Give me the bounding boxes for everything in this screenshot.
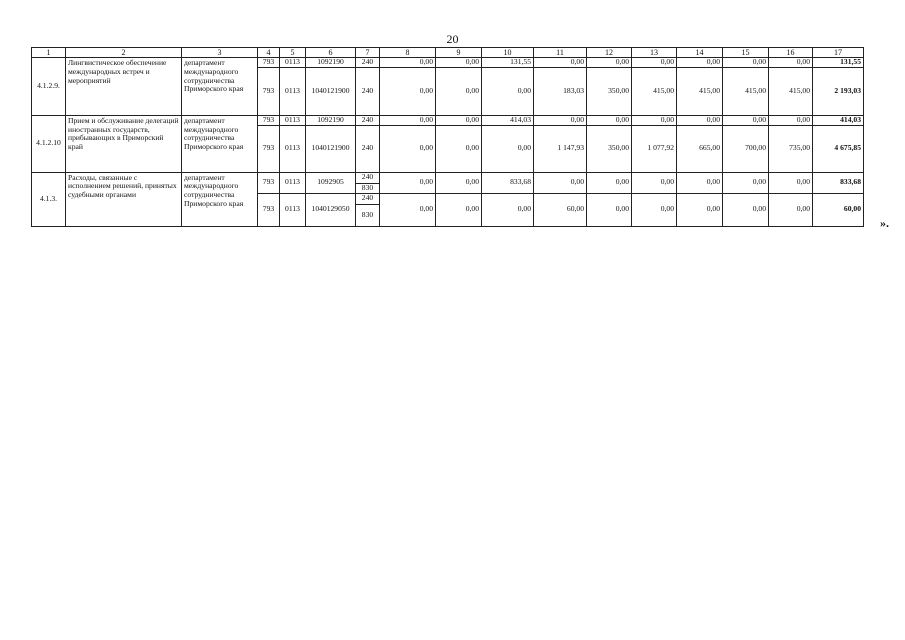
header-cell: 12 xyxy=(587,48,632,58)
cell-c17-total: 414,03 xyxy=(813,115,864,125)
cell-c13: 0,00 xyxy=(632,172,677,193)
cell-c10: 131,55 xyxy=(482,58,534,68)
header-cell: 13 xyxy=(632,48,677,58)
cell-c14: 0,00 xyxy=(677,58,723,68)
cell-c10: 0,00 xyxy=(482,67,534,115)
page-number: 20 xyxy=(446,32,459,46)
cell-c12: 350,00 xyxy=(587,125,632,172)
cell-c4: 793 xyxy=(258,58,280,68)
cell-c11: 0,00 xyxy=(534,172,587,193)
cell-c11: 0,00 xyxy=(534,58,587,68)
cell-c6: 1040121900 xyxy=(306,67,356,115)
cell-c11: 60,00 xyxy=(534,193,587,226)
cell-c7-240: 240 xyxy=(356,172,380,183)
cell-c16: 0,00 xyxy=(769,172,813,193)
cell-c13: 415,00 xyxy=(632,67,677,115)
cell-c16: 0,00 xyxy=(769,193,813,226)
cell-c8: 0,00 xyxy=(380,58,436,68)
cell-c11: 183,03 xyxy=(534,67,587,115)
cell-c10: 0,00 xyxy=(482,125,534,172)
cell-c8: 0,00 xyxy=(380,67,436,115)
cell-c5: 0113 xyxy=(280,58,306,68)
cell-c16: 0,00 xyxy=(769,58,813,68)
cell-c6: 1040121900 xyxy=(306,125,356,172)
cell-c5: 0113 xyxy=(280,115,306,125)
cell-c15: 0,00 xyxy=(723,193,769,226)
cell-c11: 0,00 xyxy=(534,115,587,125)
budget-table xyxy=(31,47,864,227)
cell-c11: 1 147,93 xyxy=(534,125,587,172)
header-cell: 9 xyxy=(436,48,482,58)
cell-c7: 240 xyxy=(356,58,380,68)
cell-c12: 0,00 xyxy=(587,58,632,68)
cell-c13: 0,00 xyxy=(632,193,677,226)
cell-c15: 0,00 xyxy=(723,115,769,125)
cell-c10: 414,03 xyxy=(482,115,534,125)
header-cell: 11 xyxy=(534,48,587,58)
cell-c15: 415,00 xyxy=(723,67,769,115)
cell-c14: 0,00 xyxy=(677,172,723,193)
row-name: Прием и обслуживание делегаций иностранных государств, прибывающих в Приморский край xyxy=(66,115,182,172)
cell-c14: 665,00 xyxy=(677,125,723,172)
header-cell: 16 xyxy=(769,48,813,58)
cell-c7: 240 xyxy=(356,125,380,172)
cell-c7-830: 830 xyxy=(356,204,380,226)
cell-c15: 0,00 xyxy=(723,172,769,193)
cell-c16: 735,00 xyxy=(769,125,813,172)
table-row xyxy=(32,115,864,125)
cell-c17-total: 2 193,03 xyxy=(813,67,864,115)
header-row xyxy=(32,48,864,58)
cell-c14: 0,00 xyxy=(677,193,723,226)
header-cell: 6 xyxy=(306,48,356,58)
cell-c6: 1092190 xyxy=(306,58,356,68)
cell-c17-total: 60,00 xyxy=(813,193,864,226)
cell-c10: 0,00 xyxy=(482,193,534,226)
cell-c9: 0,00 xyxy=(436,125,482,172)
cell-c4: 793 xyxy=(258,172,280,193)
cell-c17-total: 131,55 xyxy=(813,58,864,68)
cell-c5: 0113 xyxy=(280,193,306,226)
table-row xyxy=(32,58,864,68)
cell-c14: 0,00 xyxy=(677,115,723,125)
header-cell: 3 xyxy=(182,48,258,58)
cell-c12: 350,00 xyxy=(587,67,632,115)
cell-c9: 0,00 xyxy=(436,58,482,68)
cell-c13: 1 077,92 xyxy=(632,125,677,172)
cell-c12: 0,00 xyxy=(587,115,632,125)
cell-c4: 793 xyxy=(258,125,280,172)
cell-c17-total: 833,68 xyxy=(813,172,864,193)
header-cell: 5 xyxy=(280,48,306,58)
cell-c7: 240 xyxy=(356,115,380,125)
header-cell: 2 xyxy=(66,48,182,58)
row-code: 4.1.2.10 xyxy=(32,115,66,172)
cell-c4: 793 xyxy=(258,67,280,115)
cell-c17-total: 4 675,85 xyxy=(813,125,864,172)
cell-c8: 0,00 xyxy=(380,193,436,226)
row-executor: департамент международного сотрудничества Приморского края xyxy=(182,172,258,226)
cell-c9: 0,00 xyxy=(436,193,482,226)
cell-c4: 793 xyxy=(258,193,280,226)
cell-c5: 0113 xyxy=(280,67,306,115)
cell-c15: 700,00 xyxy=(723,125,769,172)
cell-c9: 0,00 xyxy=(436,67,482,115)
row-code: 4.1.3. xyxy=(32,172,66,226)
cell-c4: 793 xyxy=(258,115,280,125)
cell-c7-240: 240 xyxy=(356,193,380,204)
cell-c8: 0,00 xyxy=(380,172,436,193)
cell-c5: 0113 xyxy=(280,172,306,193)
cell-c8: 0,00 xyxy=(380,125,436,172)
cell-c7: 240 xyxy=(356,67,380,115)
cell-c6: 1092905 xyxy=(306,172,356,193)
cell-c10: 833,68 xyxy=(482,172,534,193)
cell-c8: 0,00 xyxy=(380,115,436,125)
cell-c9: 0,00 xyxy=(436,172,482,193)
header-cell: 1 xyxy=(32,48,66,58)
cell-c15: 0,00 xyxy=(723,58,769,68)
cell-c13: 0,00 xyxy=(632,58,677,68)
row-executor: департамент международного сотрудничества Приморского края xyxy=(182,58,258,116)
row-name: Лингвистическое обеспечение международных встреч и мероприятий xyxy=(66,58,182,116)
cell-c14: 415,00 xyxy=(677,67,723,115)
cell-c12: 0,00 xyxy=(587,193,632,226)
cell-c7-830: 830 xyxy=(356,183,380,193)
table-row xyxy=(32,172,864,183)
cell-c16: 415,00 xyxy=(769,67,813,115)
row-code: 4.1.2.9. xyxy=(32,58,66,116)
cell-c5: 0113 xyxy=(280,125,306,172)
header-cell: 4 xyxy=(258,48,280,58)
row-name: Расходы, связанные с исполнением решений, принятых судебными органами xyxy=(66,172,182,226)
header-cell: 17 xyxy=(813,48,864,58)
cell-c13: 0,00 xyxy=(632,115,677,125)
header-cell: 8 xyxy=(380,48,436,58)
cell-c16: 0,00 xyxy=(769,115,813,125)
row-executor: департамент международного сотрудничества Приморского края xyxy=(182,115,258,172)
header-cell: 15 xyxy=(723,48,769,58)
cell-c12: 0,00 xyxy=(587,172,632,193)
header-cell: 10 xyxy=(482,48,534,58)
cell-c9: 0,00 xyxy=(436,115,482,125)
cell-c6: 1092190 xyxy=(306,115,356,125)
header-cell: 14 xyxy=(677,48,723,58)
closing-quote-mark: ». xyxy=(880,216,889,230)
cell-c6: 1040129050 xyxy=(306,193,356,226)
header-cell: 7 xyxy=(356,48,380,58)
